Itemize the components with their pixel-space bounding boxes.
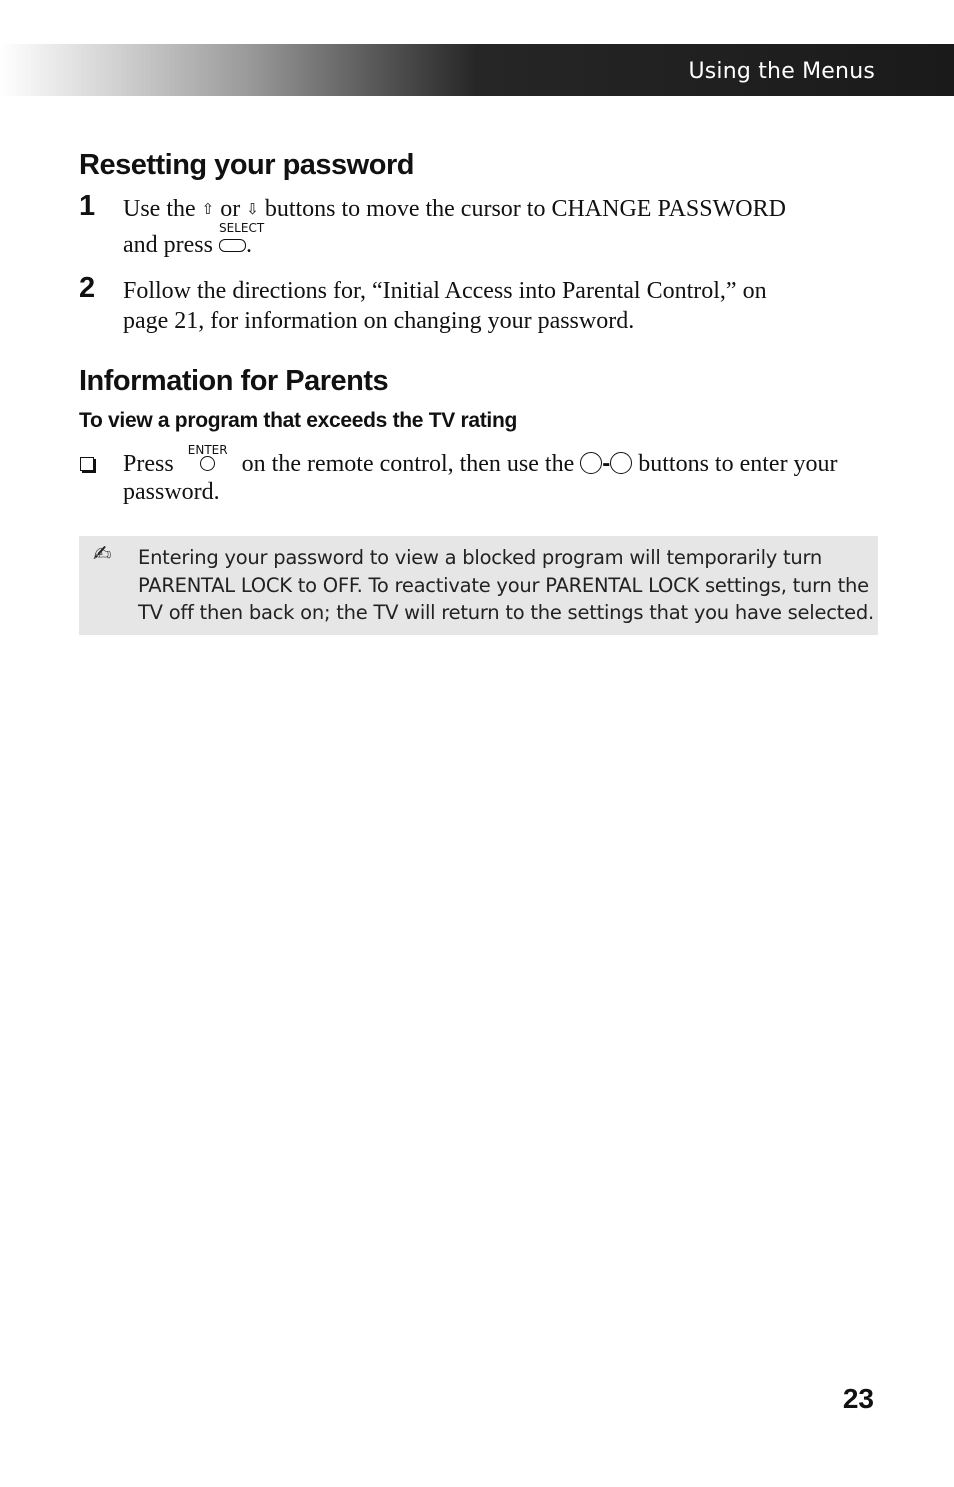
step-number-1: 1 (79, 190, 96, 222)
page-number: 23 (842, 1383, 874, 1414)
note-box (79, 536, 878, 635)
up-arrow-icon: ⇧ (201, 200, 215, 218)
bullet-text: Press ENTER on the remote control, then use the - buttons to enter your password. (123, 443, 838, 505)
down-arrow-icon: ⇩ (246, 200, 259, 218)
select-button-icon (218, 221, 265, 260)
subheading-view-program: To view a program that exceeds the TV rating (79, 409, 518, 432)
section-heading-information-for-parents: Information for Parents (79, 365, 389, 397)
step-number-2: 2 (79, 272, 96, 304)
enter-button-label: ENTER (187, 443, 228, 457)
range-dash: - (602, 450, 611, 477)
number-button-icon (610, 452, 632, 474)
pencil-note-icon: ✍ (93, 542, 112, 567)
section-heading-resetting-password: Resetting your password (79, 149, 414, 181)
select-button-label: SELECT (218, 221, 265, 235)
number-button-icon (580, 452, 602, 474)
step-1-text: Use the ⇧ or ⇩ buttons to move the cursor to CHANGE PASSWORD and press SELECT . (123, 196, 786, 258)
header-title: Using the Menus (688, 59, 875, 84)
step-2-text: Follow the directions for, “Initial Access into Parental Control,” on page 21, for information on changing your password. (123, 278, 767, 334)
header-band (0, 44, 954, 96)
note-text: Entering your password to view a blocked program will temporarily turn PARENTAL LOCK to OFF. To reactivate your PARENTAL LOCK settings, turn the TV off then back on; the TV will return to the settings that you have selected. (138, 546, 874, 624)
checkbox-bullet-icon (80, 457, 94, 471)
enter-button-icon (180, 443, 236, 478)
